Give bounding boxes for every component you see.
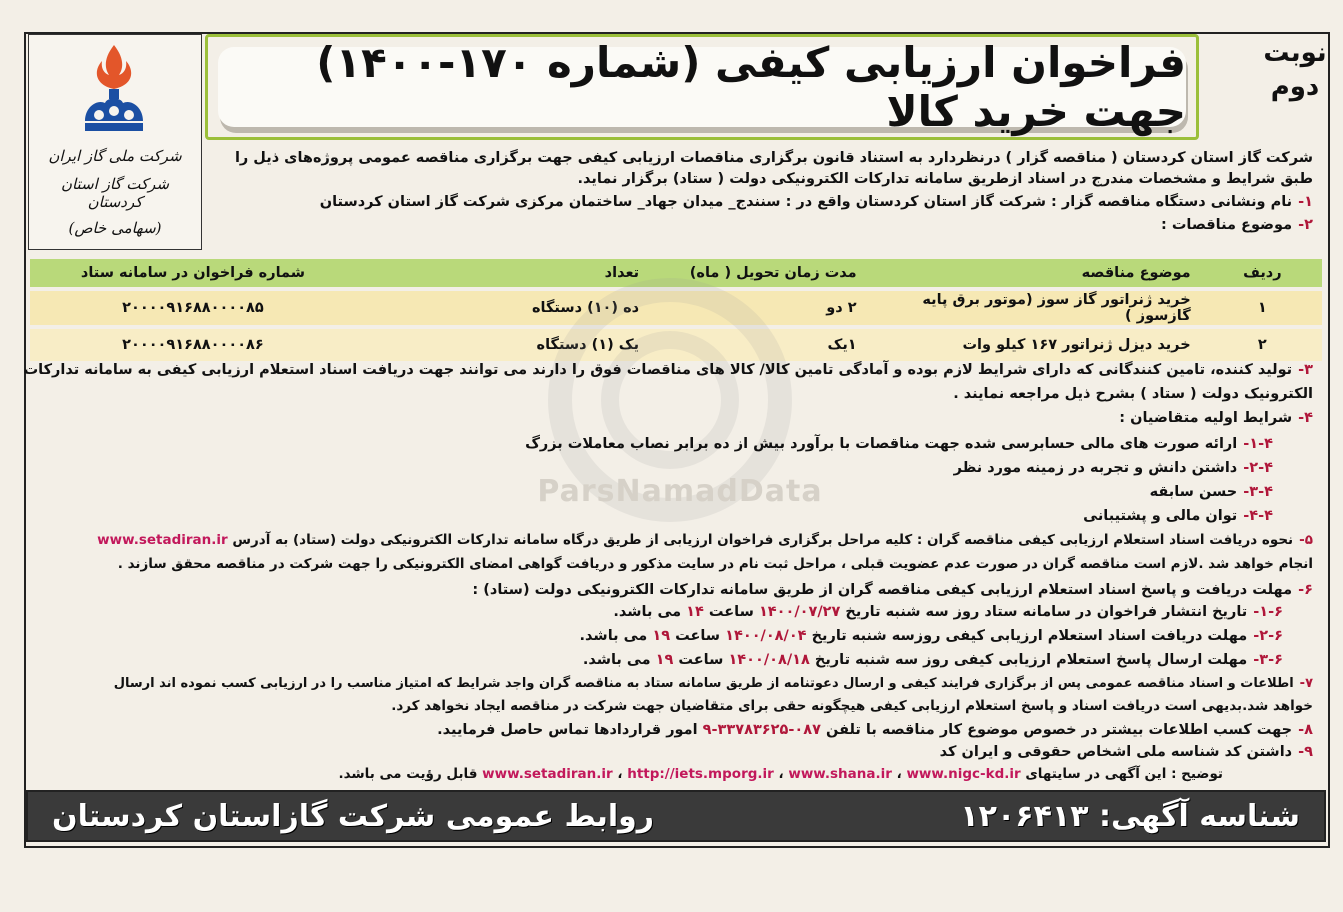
item-6-2-hour-label: ساعت bbox=[675, 628, 721, 644]
header-delivery: مدت زمان تحویل ( ماه) bbox=[651, 259, 869, 287]
item-6-2-text: مهلت دریافت اسناد استعلام ارزیابی کیفی روزسه شنبه تاریخ bbox=[811, 628, 1248, 644]
item-6-1-text: تاریخ انتشار فراخوان در سامانه ستاد روز سه شنبه تاریخ bbox=[845, 604, 1248, 620]
item-4-1-text: ارائه صورت های مالی حسابرسی شده جهت مناقصات با برآورد بیش از ده برابر نصاب معاملات بزرگ bbox=[525, 436, 1238, 452]
page-title: فراخوان ارزیابی کیفی (شماره ۱۷۰-۱۴۰۰) جهت خرید کالا bbox=[316, 38, 1186, 136]
table-header-row bbox=[30, 259, 1322, 287]
item-4-3-number: ۳-۴- bbox=[1243, 484, 1273, 500]
item-6-1 bbox=[613, 604, 1283, 620]
item-4-2-text: داشتن دانش و تجربه در زمینه مورد نظر bbox=[953, 460, 1238, 476]
item-4-3 bbox=[1150, 484, 1273, 500]
item-4-1 bbox=[525, 436, 1273, 452]
ad-id: شناسه آگهی: ۱۲۰۶۴۱۳ bbox=[960, 798, 1300, 834]
table-row bbox=[30, 291, 1322, 325]
item-6-3 bbox=[583, 652, 1283, 668]
item-3-line-2: الکترونیک دولت ( ستاد ) بشرح ذیل مراجعه نمایند . bbox=[953, 386, 1313, 402]
setadiran-link[interactable]: www.setadiran.ir bbox=[97, 532, 228, 548]
item-1 bbox=[320, 194, 1313, 210]
item-8 bbox=[437, 722, 1313, 738]
item-6-1-date: ۱۴۰۰/۰۷/۲۷ bbox=[758, 604, 841, 620]
site-link-shana[interactable]: www.shana.ir bbox=[788, 766, 892, 782]
watermark-text: ParsNamadData bbox=[537, 474, 823, 509]
gas-flame-logo-icon bbox=[81, 41, 147, 141]
item-4-4-number: ۴-۴- bbox=[1243, 508, 1273, 524]
cell-row-number: ۱ bbox=[1203, 291, 1322, 325]
item-7-number: ۷- bbox=[1299, 676, 1313, 691]
note-tail: قابل رؤیت می باشد. bbox=[338, 766, 478, 782]
item-6-3-text: مهلت ارسال پاسخ استعلام ارزیابی کیفی روز سه شنبه تاریخ bbox=[814, 652, 1248, 668]
intro-paragraph: شرکت گاز استان کردستان ( مناقصه گزار ) درنظردارد به استناد قانون برگزاری مناقصات ارزیابی کیفی جهت برگزاری مناقصه عمومی پروژه‌های ذیل را طبق شرایط و مشخصات مندرج در اسناد ازطریق سامانه تدارکات الکترونیکی دولت ( ستاد) برگزار نماید. bbox=[234, 150, 1313, 187]
item-7-text-1: اطلاعات و اسناد مناقصه عمومی پس از برگزاری فرایند کیفی و ارسال دعوتنامه از طریق سامانه ستاد به مناقصه گران واجد شرایط که امتیاز مناسب را در ارزیابی کسب نموده اند ارسال bbox=[113, 676, 1294, 691]
header-subject: موضوع مناقصه bbox=[869, 259, 1203, 287]
item-3-line-1 bbox=[24, 362, 1313, 378]
footer-banner bbox=[26, 790, 1326, 842]
header-call-number: شماره فراخوان در سامانه ستاد bbox=[30, 259, 356, 287]
cell-delivery: ۱یک bbox=[651, 329, 869, 361]
item-2-text: موضوع مناقصات : bbox=[1161, 217, 1293, 233]
item-4-number: ۴- bbox=[1298, 410, 1313, 426]
item-6-3-hour-label: ساعت bbox=[678, 652, 724, 668]
item-6-number: ۶- bbox=[1298, 582, 1313, 598]
round-label: نوبت دوم bbox=[1263, 38, 1327, 102]
cell-quantity: ده (۱۰) دستگاه bbox=[356, 291, 651, 325]
contact-phone: ۰۸۷-۳۳۷۸۳۶۲۵-۹ bbox=[702, 722, 821, 738]
item-6-3-hour: ۱۹ bbox=[655, 652, 674, 668]
tenders-table bbox=[30, 255, 1322, 365]
item-5-line-2: انجام خواهد شد .لازم است مناقصه گران در صورت عدم عضویت قبلی ، مراحل ثبت نام در سایت مذکور و دریافت گواهی امضای الکترونیکی را جهت شرکت در مناقصه محقق سازند . bbox=[117, 556, 1313, 572]
item-6-3-date: ۱۴۰۰/۰۸/۱۸ bbox=[728, 652, 810, 668]
item-8-text: جهت کسب اطلاعات بیشتر در خصوص موضوع کار مناقصه با تلفن bbox=[826, 722, 1293, 738]
cell-call-number: ۲۰۰۰۰۹۱۶۸۸۰۰۰۰۸۶ bbox=[30, 329, 356, 361]
item-9-number: ۹- bbox=[1298, 744, 1313, 760]
item-8-tail: امور قراردادها تماس حاصل فرمایید. bbox=[437, 722, 698, 738]
item-4-3-text: حسن سابقه bbox=[1149, 484, 1238, 500]
item-6-2 bbox=[580, 628, 1283, 644]
item-1-text: نام ونشانی دستگاه مناقصه گزار : شرکت گاز استان کردستان واقع در : سنندج_ میدان جهاد_ ساختمان مرکزی شرکت گاز استان کردستان bbox=[319, 194, 1293, 210]
title-box bbox=[218, 38, 1186, 136]
item-3-number: ۳- bbox=[1298, 362, 1313, 378]
item-6-1-hour: ۱۴ bbox=[686, 604, 704, 620]
item-5-number: ۵- bbox=[1299, 532, 1313, 548]
logo-line-2: شرکت گاز استان کردستان bbox=[60, 175, 170, 211]
item-6-1-number: ۱-۶- bbox=[1253, 604, 1283, 620]
item-5-text-1: نحوه دریافت اسناد استعلام ارزیابی کیفی مناقصه گران : کلیه مراحل برگزاری فراخوان ارزیابی از طریق درگاه سامانه تدارکات الکترونیکی دولت (ستاد) به آدرس bbox=[232, 532, 1294, 548]
item-6-1-tail: می باشد. bbox=[613, 604, 682, 620]
logo-line-3: (سهامی خاص) bbox=[68, 219, 162, 237]
cell-subject: خرید ژنراتور گاز سوز (موتور برق پایه گازسوز ) bbox=[869, 291, 1203, 325]
item-6-2-number: ۲-۶- bbox=[1253, 628, 1283, 644]
item-6 bbox=[472, 582, 1313, 598]
cell-quantity: یک (۱) دستگاه bbox=[356, 329, 651, 361]
item-1-number: ۱- bbox=[1298, 194, 1313, 210]
public-relations: روابط عمومی شرکت گازاستان کردستان bbox=[52, 798, 655, 834]
note-line: توضیح : این آگهی در سایتهای www.setadiran.ir ، http://iets.mporg.ir ، www.shana.ir ، www.nigc-kd.ir قابل رؤیت می باشد. bbox=[338, 766, 1223, 782]
item-4-4-text: توان مالی و پشتیبانی bbox=[1083, 508, 1238, 524]
title-frame bbox=[205, 34, 1199, 140]
cell-subject: خرید دیزل ژنراتور ۱۶۷ کیلو وات bbox=[869, 329, 1203, 361]
item-4-4 bbox=[1083, 508, 1273, 524]
item-6-1-hour-label: ساعت bbox=[708, 604, 754, 620]
item-2-number: ۲- bbox=[1298, 217, 1313, 233]
header-quantity: تعداد bbox=[356, 259, 651, 287]
item-4-2-number: ۲-۴- bbox=[1243, 460, 1273, 476]
item-7-line-1 bbox=[114, 676, 1313, 691]
cell-delivery: ۲ دو bbox=[651, 291, 869, 325]
item-6-2-hour: ۱۹ bbox=[652, 628, 671, 644]
site-link-setadiran[interactable]: www.setadiran.ir bbox=[482, 766, 613, 782]
item-6-3-number: ۳-۶- bbox=[1253, 652, 1283, 668]
item-2 bbox=[1161, 217, 1313, 233]
table-row bbox=[30, 329, 1322, 361]
item-9-text: داشتن کد شناسه ملی اشخاص حقوقی و ایران کد bbox=[939, 744, 1293, 760]
item-5-line-1 bbox=[97, 532, 1313, 548]
item-7-line-2: خواهد شد.بدیهی است دریافت اسناد و پاسخ استعلام ارزیابی کیفی هیچگونه حقی برای متقاضیان جهت شرکت در مناقصه ایجاد نخواهد کرد. bbox=[391, 698, 1313, 714]
item-6-2-date: ۱۴۰۰/۰۸/۰۴ bbox=[725, 628, 807, 644]
item-4-1-number: ۱-۴- bbox=[1243, 436, 1273, 452]
site-link-iets[interactable]: http://iets.mporg.ir bbox=[627, 766, 774, 782]
item-3-text-1: تولید کننده، تامین کنندگانی که دارای شرایط لازم بوده و آمادگی تامین کالا/ کالا های مناقصات فوق را دارند می توانند جهت دریافت اسناد استعلام ارزیابی کیفی به سامانه تدارکات bbox=[23, 362, 1293, 378]
company-logo bbox=[28, 34, 202, 250]
item-6-text: مهلت دریافت و پاسخ اسناد استعلام ارزیابی کیفی مناقصه گران از طریق سامانه تدارکات الکترونیکی دولت (ستاد) : bbox=[472, 582, 1293, 598]
item-6-3-tail: می باشد. bbox=[582, 652, 651, 668]
item-9 bbox=[940, 744, 1313, 760]
cell-call-number: ۲۰۰۰۰۹۱۶۸۸۰۰۰۰۸۵ bbox=[30, 291, 356, 325]
site-link-nigc-kd[interactable]: www.nigc-kd.ir bbox=[906, 766, 1021, 782]
item-4 bbox=[1119, 410, 1313, 426]
item-6-2-tail: می باشد. bbox=[579, 628, 648, 644]
item-4-text: شرایط اولیه متقاضیان : bbox=[1119, 410, 1293, 426]
cell-row-number: ۲ bbox=[1203, 329, 1322, 361]
logo-line-1: شرکت ملی گاز ایران bbox=[48, 147, 182, 165]
item-4-2 bbox=[954, 460, 1273, 476]
header-row-number: ردیف bbox=[1203, 259, 1322, 287]
note-label: توضیح : این آگهی در سایتهای bbox=[1025, 766, 1223, 782]
item-8-number: ۸- bbox=[1298, 722, 1313, 738]
